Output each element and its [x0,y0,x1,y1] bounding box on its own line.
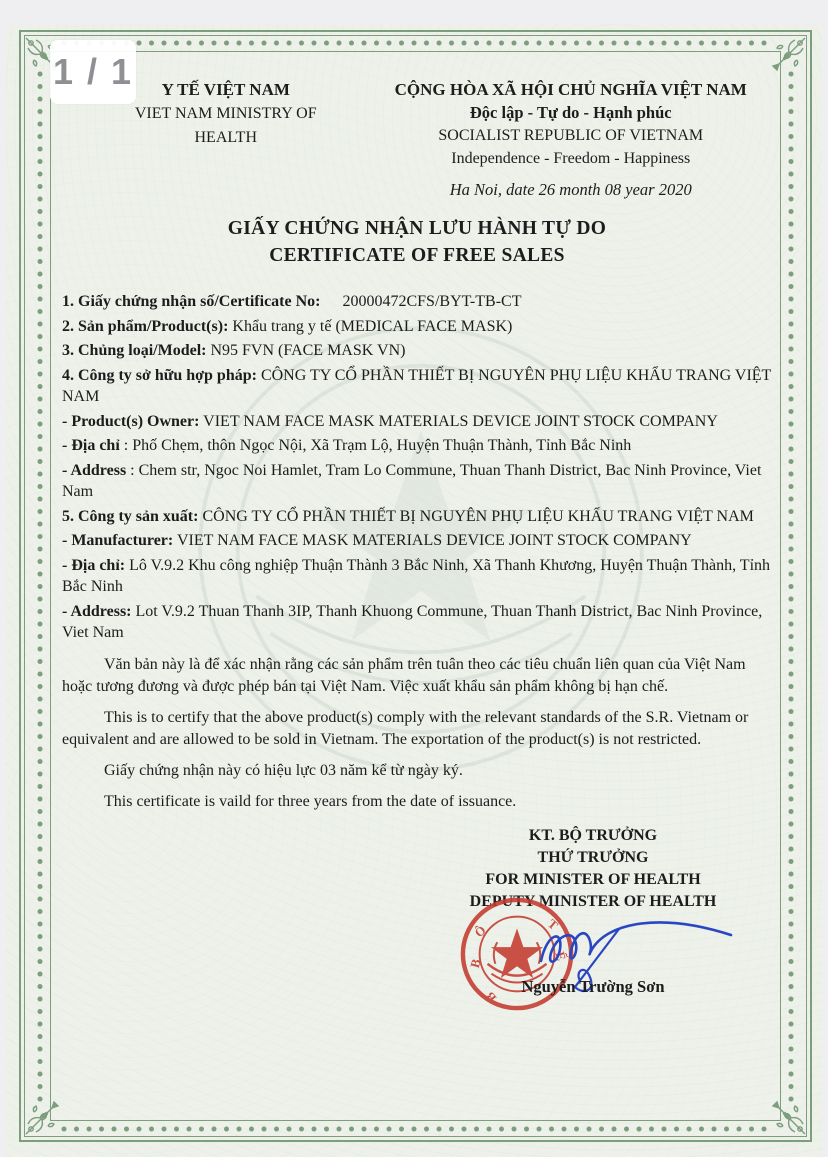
ministry-name-vi: Y TẾ VIỆT NAM [161,80,290,99]
field-manufacturer-en: - Manufacturer: VIET NAM FACE MASK MATERIALS DEVICE JOINT STOCK COMPANY [62,532,692,549]
signatory-title-vi-2: THỨ TRƯỞNG [537,848,649,866]
republic-motto-vi-2: Độc lập - Tự do - Hạnh phúc [469,103,672,122]
ministry-name-en-1: VIET NAM MINISTRY OF [134,105,317,122]
header-republic [370,78,773,201]
certification-statements [62,654,772,813]
svg-text:Ế: Ế [552,949,569,962]
document-header [62,78,772,201]
field-products: 2. Sản phẩm/Product(s): Khẩu trang y tế (MEDICAL FACE MASK) [62,317,513,335]
issue-date-line: Ha Noi, date 26 month 08 year 2020 [449,180,692,199]
signature-block [418,825,768,1005]
certificate-fields [62,291,772,644]
page-indicator-badge: 1 / 1 [50,40,136,104]
republic-motto-en-2: Independence - Freedom - Happiness [451,150,691,167]
signatory-title-en-1: FOR MINISTER OF HEALTH [485,870,701,888]
svg-text:B: B [467,957,484,969]
title-vi: GIẤY CHỨNG NHẬN LƯU HÀNH TỰ DO [227,218,607,239]
signatory-title-vi-1: KT. BỘ TRƯỞNG [528,826,658,844]
field-model: 3. Chủng loại/Model: N95 FVN (FACE MASK VN) [62,342,406,359]
field-certificate-no: 1. Giấy chứng nhận số/Certificate No: 20000472CFS/BYT-TB-CT [62,293,522,310]
border-dots-top [58,39,772,47]
certificate-content [62,64,772,1005]
certificate-page [6,24,822,1157]
statement-vi: Văn bản này là để xác nhận rằng các sản phẩm trên tuân theo các tiêu chuẩn liên quan của Việt Nam hoặc tương đương và được phép bán tại Việt Nam. Việc xuất khẩu sản phẩm không bị hạn chế. [62,655,746,695]
corner-ornament-icon [763,1092,809,1138]
field-owner-address-en: - Address : Chem str, Ngoc Noi Hamlet, Tram Lo Commune, Thuan Thanh District, Bac Ninh Province, Viet Nam [62,461,762,500]
field-manufacturer-vi: 5. Công ty sản xuất: CÔNG TY CỔ PHẦN THIẾT BỊ NGUYÊN PHỤ LIỆU KHẨU TRANG VIỆT NAM [62,507,754,525]
field-owner-en: - Product(s) Owner: VIET NAM FACE MASK MATERIALS DEVICE JOINT STOCK COMPANY [62,412,718,430]
border-dots-right [787,68,795,1105]
signatory-title-en-2: DEPUTY MINISTER OF HEALTH [469,892,717,910]
signer-name: Nguyễn Trường Sơn [521,976,665,996]
svg-text:B: B [483,988,500,1005]
field-owner-vi: 4. Công ty sở hữu hợp pháp: CÔNG TY CỔ PHẦN THIẾT BỊ NGUYÊN PHỤ LIỆU KHẨU TRANG VIỆT NAM [62,366,772,405]
svg-text:T: T [544,916,561,933]
border-dots-bottom [58,1125,772,1133]
border-dots-left [36,68,44,1105]
validity-vi: Giấy chứng nhận này có hiệu lực 03 năm kể từ ngày ký. [104,761,463,779]
field-manufacturer-address-en: - Address: Lot V.9.2 Thuan Thanh 3IP, Thanh Khuong Commune, Thuan Thanh District, Bac Ninh Province, Viet Nam [62,602,763,641]
republic-motto-en-1: SOCIALIST REPUBLIC OF VIETNAM [438,127,704,144]
ministry-name-en-2: HEALTH [194,129,257,146]
title-en: CERTIFICATE OF FREE SALES [269,245,565,266]
validity-en: This certificate is vaild for three years from the date of issuance. [104,792,517,810]
republic-motto-vi-1: CỘNG HÒA XÃ HỘI CHỦ NGHĨA VIỆT NAM [394,80,747,99]
statement-en: This is to certify that the above product(s) comply with the relevant standards of the S.R. Vietnam or equivalent and are allowed to be sold in Vietnam. The exportation of the product(s) is not restricted. [62,708,749,748]
document-title [62,215,772,269]
svg-text:Ộ: Ộ [472,922,489,940]
field-owner-address-vi: - Địa chỉ : Phố Chẹm, thôn Ngọc Nội, Xã Trạm Lộ, Huyện Thuận Thành, Tỉnh Bắc Ninh [62,437,632,454]
corner-ornament-icon [22,1092,68,1138]
field-manufacturer-address-vi: - Địa chỉ: Lô V.9.2 Khu công nghiệp Thuận Thành 3 Bắc Ninh, Xã Thanh Khương, Huyện Thuận Thành, Tỉnh Bắc Ninh [62,556,771,595]
